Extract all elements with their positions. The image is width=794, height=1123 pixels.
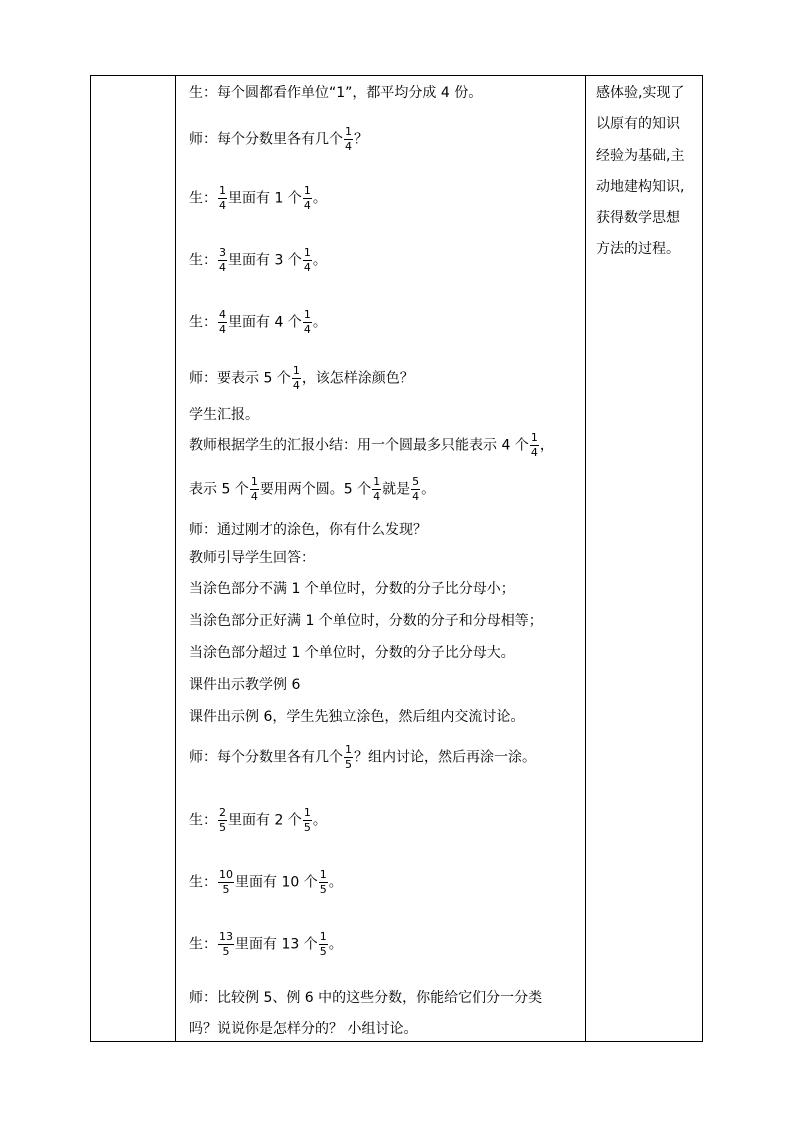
note-line: 方法的过程。 — [596, 241, 680, 257]
lesson-table — [90, 75, 703, 1042]
text-line: 生： $\frac{13}{5}$ 里面有 13 个 $\frac{1}{5}$ 。 — [189, 930, 343, 958]
design-intent-column — [591, 76, 704, 1041]
text-line: 课件出示教学例 6 — [189, 677, 301, 693]
fraction: $\frac{1}{4}$ — [345, 125, 352, 153]
fraction: $\frac{1}{5}$ — [319, 868, 327, 896]
fraction: $\frac{1}{4}$ — [219, 184, 226, 212]
note-line: 感体验,实现了 — [596, 85, 685, 101]
text-line: 师：比较例 5、例 6 中的这些分数，你能给它们分一分类 — [189, 990, 543, 1006]
text-line: 生： $\frac{1}{4}$ 里面有 1 个 $\frac{1}{4}$ 。 — [189, 184, 327, 212]
text-line: 教师根据学生的汇报小结：用一个圆最多只能表示 4 个 $\frac{1}{4}$ ， — [189, 431, 554, 459]
text-line: 生： $\frac{4}{4}$ 里面有 4 个 $\frac{1}{4}$ 。 — [189, 308, 327, 336]
fraction: $\frac{1}{4}$ — [303, 308, 311, 336]
fraction: $\frac{1}{4}$ — [250, 475, 258, 503]
fraction: $\frac{1}{4}$ — [303, 246, 311, 274]
text-line: 生： $\frac{2}{5}$ 里面有 2 个 $\frac{1}{5}$ 。 — [189, 806, 327, 834]
fraction: $\frac{4}{4}$ — [219, 308, 226, 336]
text-line: 生： $\frac{3}{4}$ 里面有 3 个 $\frac{1}{4}$ 。 — [189, 246, 327, 274]
text-line: 师：通过刚才的涂色，你有什么发现？ — [189, 522, 427, 538]
text-line: 学生汇报。 — [189, 407, 259, 423]
text-line: 表示 5 个 $\frac{1}{4}$ 要用两个圆。5 个 $\frac{1}{4}$ 就是 $\frac{5}{4}$ 。 — [189, 475, 436, 503]
text-line: 当涂色部分不满 1 个单位时，分数的分子比分母小； — [189, 581, 515, 597]
text-line: 生：每个圆都看作单位“1”，都平均分成 4 份。 — [189, 85, 483, 101]
text-line: 师：要表示 5 个 $\frac{1}{4}$ ，该怎样涂颜色？ — [189, 364, 414, 392]
text-line: 师：每个分数里各有几个 $\frac{1}{5}$ ？组内讨论，然后再涂一涂。 — [189, 743, 536, 771]
fraction: $\frac{5}{4}$ — [412, 475, 420, 503]
text-line: 吗？说说你是怎样分的？ 小组讨论。 — [189, 1021, 418, 1037]
fraction: $\frac{1}{5}$ — [303, 806, 311, 834]
fraction: $\frac{3}{4}$ — [219, 246, 226, 274]
teaching-process-column — [181, 76, 591, 1041]
text-line: 当涂色部分正好满 1 个单位时，分数的分子和分母相等； — [189, 613, 543, 629]
text-line: 师：每个分数里各有几个 $\frac{1}{4}$ ？ — [189, 125, 368, 153]
note-line: 获得数学思想 — [596, 210, 680, 226]
fraction: $\frac{1}{5}$ — [345, 743, 352, 771]
text-line: 当涂色部分超过 1 个单位时，分数的分子比分母大。 — [189, 645, 515, 661]
note-line: 动地建构知识, — [596, 179, 685, 195]
fraction: $\frac{1}{4}$ — [530, 431, 538, 459]
text-line: 生： $\frac{10}{5}$ 里面有 10 个 $\frac{1}{5}$ 。 — [189, 868, 343, 896]
fraction: $\frac{1}{4}$ — [303, 184, 311, 212]
fraction: $\frac{2}{5}$ — [219, 806, 226, 834]
fraction: $\frac{13}{5}$ — [219, 930, 233, 958]
fraction: $\frac{1}{4}$ — [292, 364, 300, 392]
note-line: 以原有的知识 — [596, 116, 680, 132]
text-line: 教师引导学生回答： — [189, 550, 315, 566]
column-divider-left — [175, 76, 176, 1041]
fraction: $\frac{1}{4}$ — [373, 475, 381, 503]
fraction: $\frac{10}{5}$ — [219, 868, 233, 896]
fraction: $\frac{1}{5}$ — [319, 930, 327, 958]
text-line: 课件出示例 6，学生先独立涂色，然后组内交流讨论。 — [189, 709, 525, 725]
note-line: 经验为基础,主 — [596, 148, 685, 164]
